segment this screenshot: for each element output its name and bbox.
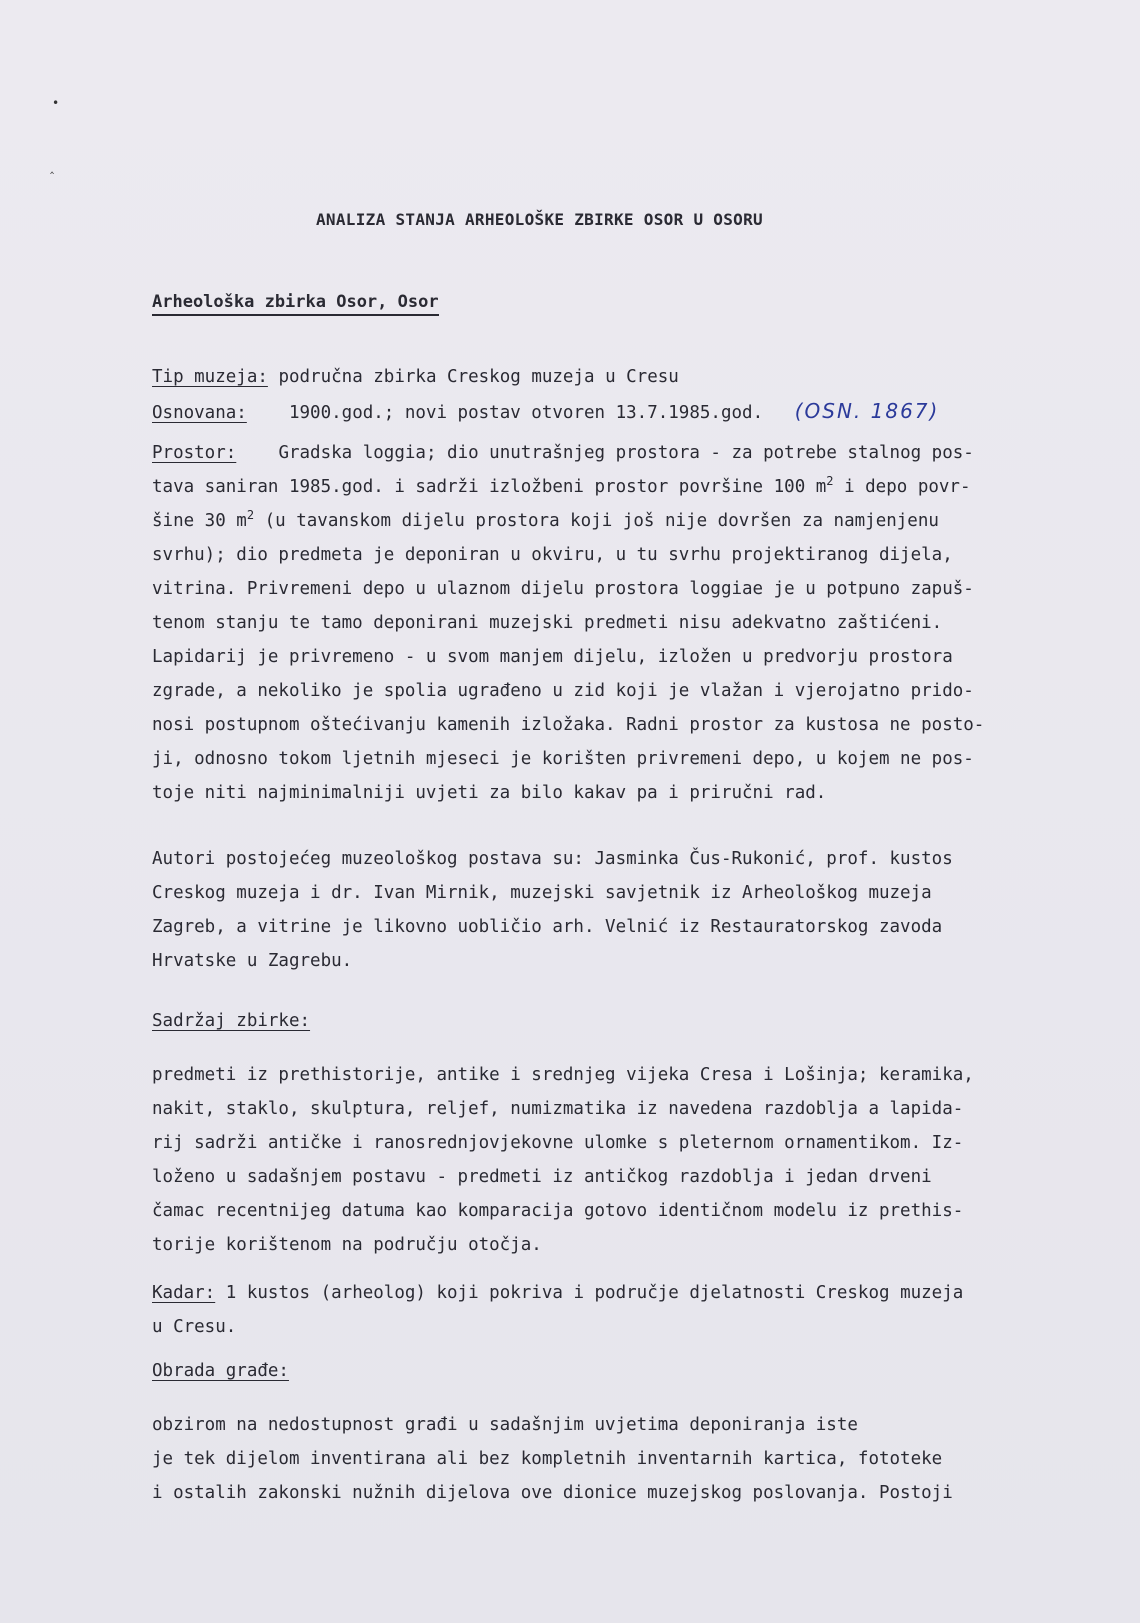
sadrzaj-line: nakit, staklo, skulptura, reljef, numizmatika iz navedena razdoblja a lapida- — [152, 1099, 964, 1119]
prostor-line: ji, odnosno tokom ljetnih mjeseci je korišten privremeni depo, u kojem ne pos- — [152, 749, 974, 769]
meta-section — [152, 360, 1052, 430]
obrada-label: Obrada građe: — [152, 1361, 289, 1381]
sadrzaj-line: predmeti iz prethistorije, antike i srednjeg vijeka Cresa i Lošinja; keramika, — [152, 1065, 974, 1085]
kadar-line — [152, 1276, 1052, 1310]
prostor-line — [152, 504, 1052, 538]
prostor-text: Gradska loggia; dio unutrašnjeg prostora - za potrebe stalnog pos- — [278, 443, 974, 463]
prostor-line: nosi postupnom oštećivanju kamenih izložaka. Radni prostor za kustosa ne posto- — [152, 715, 985, 735]
superscript: 2 — [826, 474, 834, 489]
sadrzaj-label: Sadržaj zbirke: — [152, 1011, 311, 1031]
tip-label: Tip muzeja: — [152, 367, 268, 387]
sadrzaj-line: loženo u sadašnjem postavu - predmeti iz antičkog razdoblja i jedan drveni — [152, 1167, 932, 1187]
autori-line: Creskog muzeja i dr. Ivan Mirnik, muzejski savjetnik iz Arheološkog muzeja — [152, 883, 932, 903]
kadar-label: Kadar: — [152, 1283, 216, 1303]
prostor-text: (u tavanskom dijelu prostora koji još nije dovršen za namjenjenu — [264, 511, 939, 531]
osnovana-row — [152, 394, 1052, 430]
document-title: ANALIZA STANJA ARHEOLOŠKE ZBIRKE OSOR U OSORU — [316, 210, 763, 229]
handwritten-note: (OSN. 1867) — [794, 399, 940, 423]
prostor-line: svrhu); dio predmeta je deponiran u okviru, u tu svrhu projektiranog dijela, — [152, 545, 953, 565]
tip-value: područna zbirka Creskog muzeja u Cresu — [278, 367, 679, 387]
prostor-line: vitrina. Privremeni depo u ulaznom dijelu prostora loggiae je u potpuno zapuš- — [152, 579, 974, 599]
sadrzaj-line: čamac recentnijeg datuma kao komparacija gotovo identičnom modelu iz prethis- — [152, 1201, 964, 1221]
prostor-line: tenom stanju te tamo deponirani muzejski predmeti nisu adekvatno zaštićeni. — [152, 613, 943, 633]
sadrzaj-section — [152, 1058, 1052, 1262]
prostor-line: Lapidarij je privremeno - u svom manjem dijelu, izložen u predvorju prostora — [152, 647, 953, 667]
osnovana-label: Osnovana: — [152, 403, 247, 423]
kadar-line: u Cresu. — [152, 1317, 237, 1337]
sadrzaj-heading — [152, 1004, 1052, 1038]
prostor-section — [152, 436, 1052, 810]
sadrzaj-line: rij sadrži antičke i ranosrednjovjekovne ulomke s pleternom ornamentikom. Iz- — [152, 1133, 964, 1153]
autori-line: Autori postojećeg muzeološkog postava su: Jasminka Čus-Rukonić, prof. kustos — [152, 849, 953, 869]
obrada-line: je tek dijelom inventirana ali bez kompletnih inventarnih kartica, fototeke — [152, 1449, 943, 1469]
obrada-heading — [152, 1354, 1052, 1388]
superscript: 2 — [246, 508, 255, 523]
prostor-label: Prostor: — [152, 443, 237, 463]
prostor-text: tava saniran 1985.god. i sadrži izložbeni prostor površine 100 m — [152, 477, 827, 497]
prostor-line — [152, 470, 1052, 504]
margin-mark: • — [52, 96, 60, 110]
obrada-section — [152, 1408, 1052, 1510]
prostor-text: i depo povr- — [844, 477, 971, 497]
kadar-text: 1 kustos (arheolog) koji pokriva i područje djelatnosti Creskog muzeja — [225, 1283, 964, 1303]
prostor-line: zgrade, a nekoliko je spolia ugrađeno u zid koji je vlažan i vjerojatno prido- — [152, 681, 974, 701]
obrada-line: obzirom na nedostupnost građi u sadašnjim uvjetima deponiranja iste — [152, 1415, 858, 1435]
autori-line: Hrvatske u Zagrebu. — [152, 951, 353, 971]
sadrzaj-line: torije korištenom na području otočja. — [152, 1235, 542, 1255]
obrada-line: i ostalih zakonski nužnih dijelova ove dionice muzejskog poslovanja. Postoji — [152, 1483, 953, 1503]
autori-section — [152, 842, 1052, 978]
document-subtitle: Arheološka zbirka Osor, Osor — [152, 292, 439, 316]
tip-row — [152, 360, 1052, 394]
margin-mark: ‸ — [50, 160, 55, 174]
kadar-section — [152, 1276, 1052, 1344]
prostor-text: šine 30 m — [152, 511, 247, 531]
prostor-line — [152, 436, 1052, 470]
osnovana-value: 1900.god.; novi postav otvoren 13.7.1985.god. — [288, 403, 764, 423]
autori-line: Zagreb, a vitrine je likovno uobličio arh. Velnić iz Restauratorskog zavoda — [152, 917, 943, 937]
prostor-line: toje niti najminimalniji uvjeti za bilo kakav pa i priručni rad. — [152, 783, 827, 803]
